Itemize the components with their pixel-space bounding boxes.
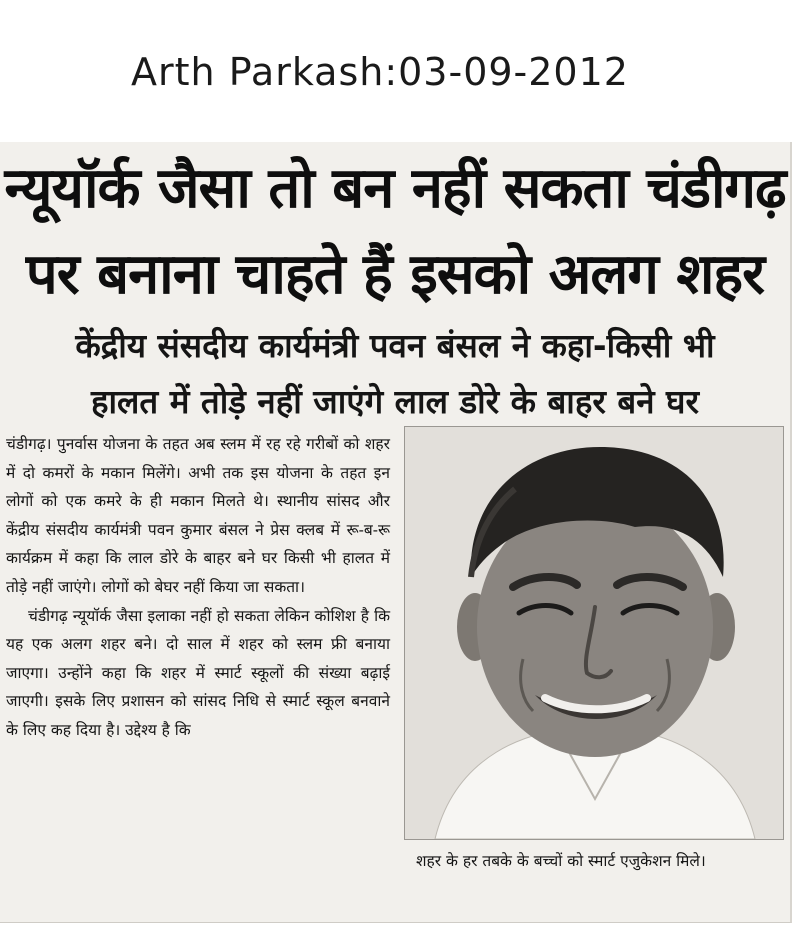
article-paragraph-1: चंडीगढ़। पुनर्वास योजना के तहत अब स्लम में रह रहे गरीबों को शहर में दो कमरों के मकान मिलेंगे। अभी तक इस योजना के तहत इन लोगों को एक कमरे के ही मकान मिलते थे। स्थानीय सांसद और केंद्रीय संसदीय कार्यमंत्री पवन कुमार बंसल ने प्रेस क्लब में रू-ब-रू कार्यक्रम में कहा कि लाल डोरे के बाहर बने घर किसी भी हालत में तोड़े नहीं जाएंगे। लोगों को बेघर नहीं किया जा सकता।	[6, 435, 390, 596]
headline-line-1: न्यूयॉर्क जैसा तो बन नहीं सकता चंडीगढ़	[4, 156, 786, 221]
portrait-photo	[404, 426, 784, 840]
page-title: Arth Parkash:03-09-2012	[131, 50, 629, 94]
subheadline-line-2: हालत में तोड़े नहीं जाएंगे लाल डोरे के बाहर बने घर	[90, 382, 700, 421]
subheadline-line-1: केंद्रीय संसदीय कार्यमंत्री पवन बंसल ने कहा-किसी भी	[75, 326, 715, 365]
headline-line-2: पर बनाना चाहते हैं इसको अलग शहर	[25, 242, 765, 307]
newspaper-clipping	[0, 142, 792, 923]
article-paragraph-2: चंडीगढ़ न्यूयॉर्क जैसा इलाका नहीं हो सकता लेकिन कोशिश है कि यह एक अलग शहर बने। दो साल में शहर को स्लम फ्री बनाया जाएगा। उन्होंने कहा कि शहर में स्मार्ट स्कूलों की संख्या बढ़ाई जाएगी। इसके लिए प्रशासन को सांसद निधि से स्मार्ट स्कूल बनवाने के लिए कह दिया है। उद्देश्य है कि	[6, 606, 390, 739]
article-body	[6, 430, 390, 745]
photo-caption: शहर के हर तबके के बच्चों को स्मार्ट एजुकेशन मिले।	[416, 852, 706, 870]
portrait-illustration	[405, 427, 783, 839]
